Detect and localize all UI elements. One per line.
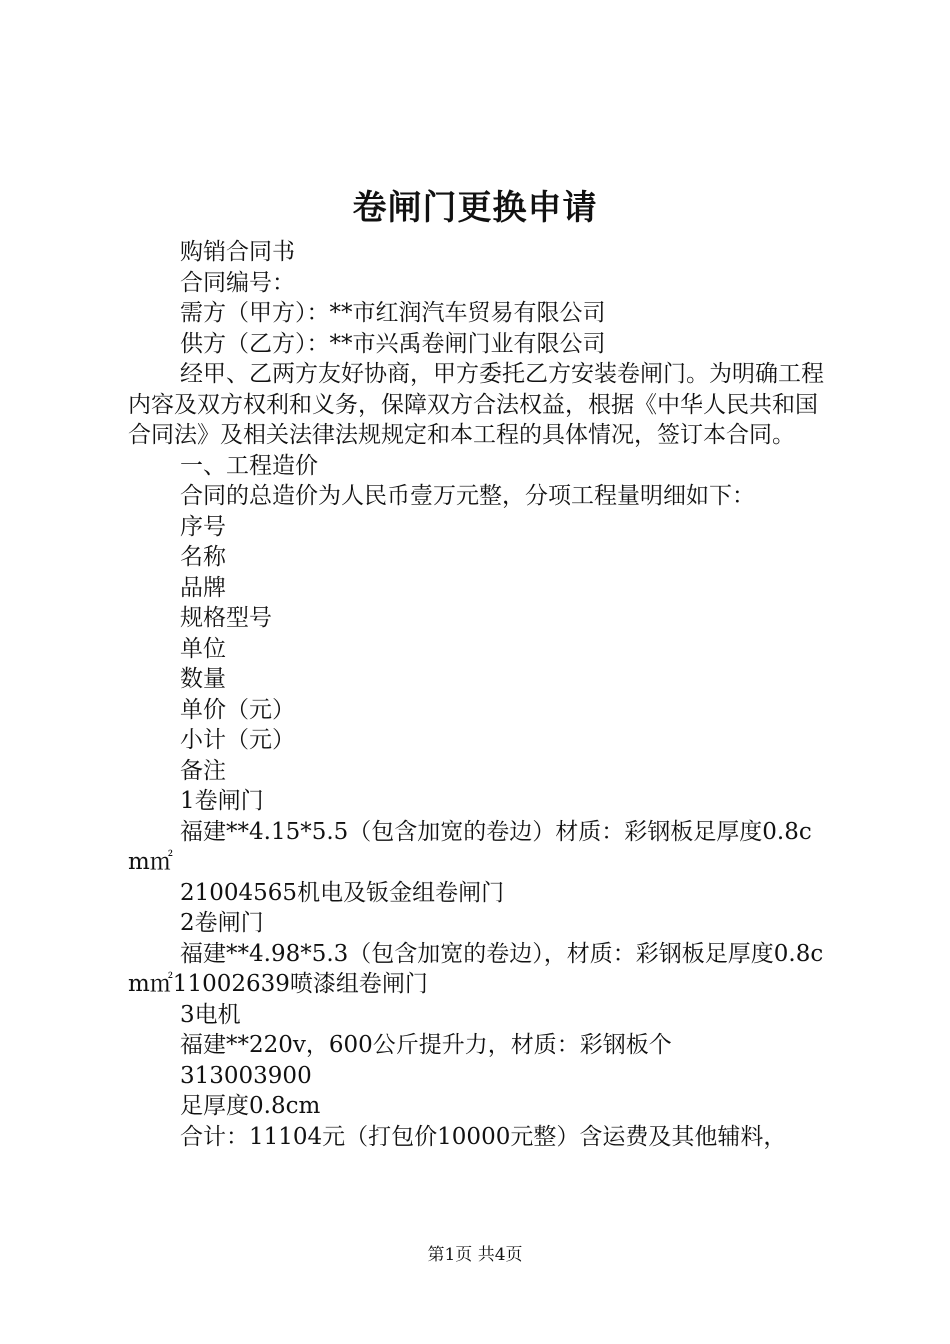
paragraph: 合计：11104元（打包价10000元整）含运费及其他辅料， [180,1123,787,1150]
paragraph: 2卷闸门 [180,910,264,936]
page-footer: 第1页 共4页 [427,1245,523,1265]
paragraph: 经甲、乙两方友好协商，甲方委托乙方安装卷闸门。为明确工程内容及双方权利和义务，保障双方合法权益，根据《中华人民共和国合同法》及相关法律法规规定和本工程的具体情况，签订本合同。 [128,361,824,448]
paragraph: 序号 [180,513,226,540]
paragraph: 小计（元） [180,727,295,753]
paragraph: 3电机 [180,1001,241,1028]
paragraph: 单价（元） [180,696,295,723]
section-heading: 一、工程造价 [180,452,318,479]
document-title: 卷闸门更换申请 [352,188,598,228]
paragraph: 足厚度0.8cm [180,1093,321,1119]
paragraph: 合同编号： [180,269,295,296]
paragraph: 福建**220v，600公斤提升力，材质：彩钢板个 [180,1032,672,1058]
paragraph: 规格型号 [180,605,272,631]
paragraph: 313003900 [180,1062,312,1089]
paragraph: 福建**4.98*5.3（包含加宽的卷边），材质：彩钢板足厚度0.8cm㎡11002639喷漆组卷闸门 [128,940,824,997]
paragraph: 1卷闸门 [180,788,264,814]
document-body [128,237,832,1152]
paragraph: 品牌 [180,574,226,601]
paragraph: 名称 [180,544,226,570]
paragraph: 合同的总造价为人民币壹万元整，分项工程量明细如下： [180,483,755,509]
paragraph: 单位 [180,635,226,662]
paragraph: 21004565机电及钣金组卷闸门 [180,879,505,906]
paragraph: 购销合同书 [180,239,295,265]
paragraph: 福建**4.15*5.5（包含加宽的卷边）材质：彩钢板足厚度0.8cm㎡ [128,818,812,875]
paragraph: 数量 [180,666,226,692]
paragraph: 需方（甲方）：**市红润汽车贸易有限公司 [180,300,606,326]
paragraph: 供方（乙方）：**市兴禹卷闸门业有限公司 [180,330,606,357]
paragraph: 备注 [180,757,226,784]
